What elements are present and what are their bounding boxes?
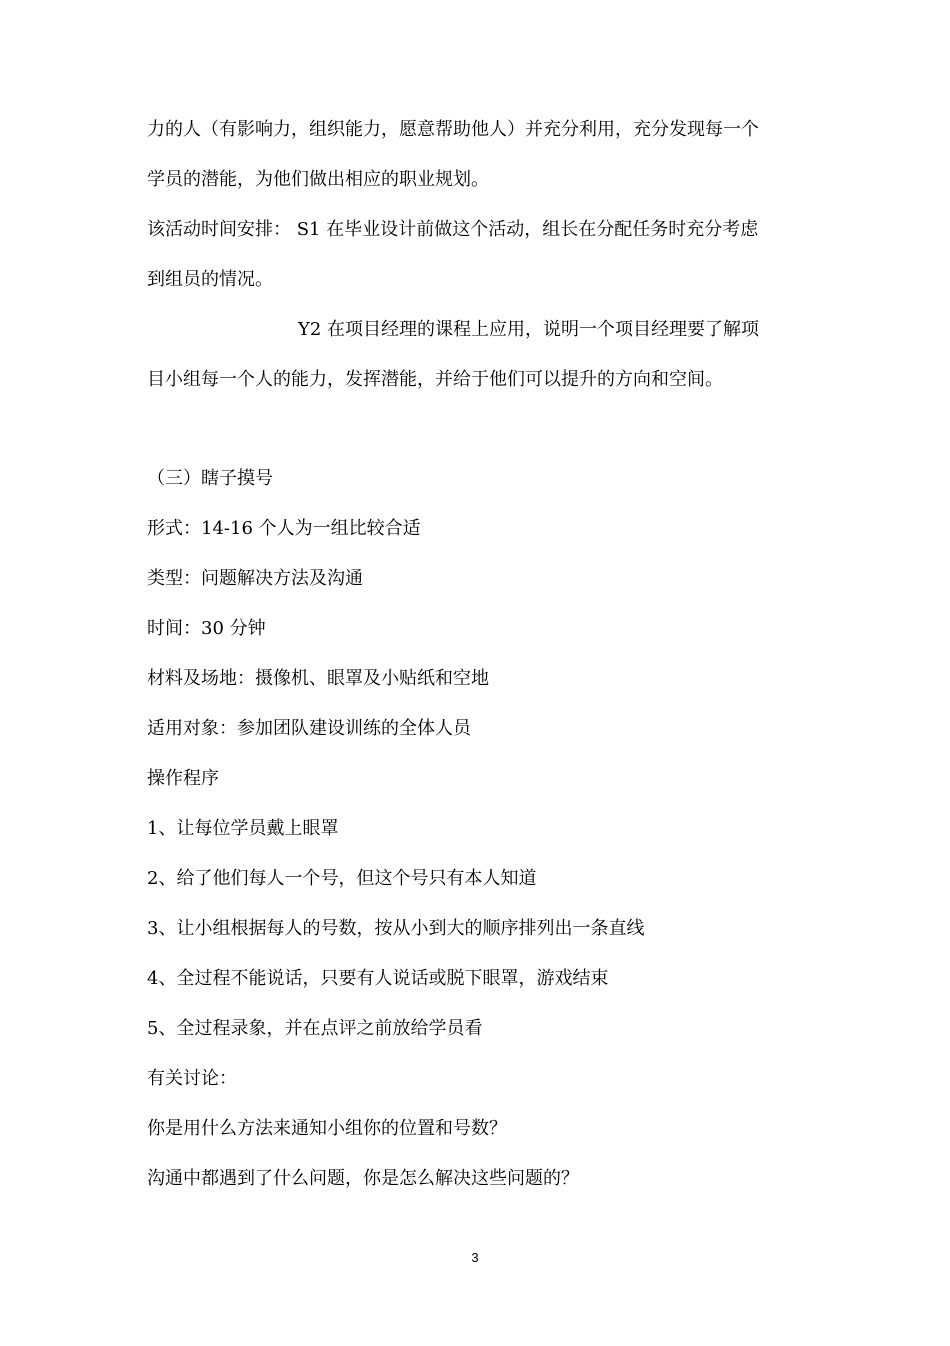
procedure-step: 5、全过程录象，并在点评之前放给学员看	[147, 1018, 483, 1039]
discussion-heading: 有关讨论：	[147, 1068, 237, 1089]
section-heading: （三）瞎子摸号	[147, 468, 273, 489]
procedure-step: 2、给了他们每人一个号，但这个号只有本人知道	[147, 868, 537, 889]
procedure-step: 4、全过程不能说话，只要有人说话或脱下眼罩，游戏结束	[147, 968, 609, 989]
paragraph-line: 力的人（有影响力，组织能力，愿意帮助他人）并充分利用，充分发现每一个	[147, 119, 759, 140]
procedure-step: 3、让小组根据每人的号数，按从小到大的顺序排列出一条直线	[147, 918, 645, 939]
page-number: 3	[471, 1250, 479, 1265]
procedure-heading: 操作程序	[147, 768, 219, 789]
schedule-line: 该活动时间安排： S1 在毕业设计前做这个活动，组长在分配任务时充分考虑	[147, 219, 759, 240]
type-line: 类型：问题解决方法及沟通	[147, 568, 363, 589]
paragraph-line: 学员的潜能，为他们做出相应的职业规划。	[147, 169, 489, 190]
discussion-question: 你是用什么方法来通知小组你的位置和号数？	[147, 1118, 507, 1139]
format-line: 形式：14-16 个人为一组比较合适	[147, 518, 421, 539]
materials-line: 材料及场地：摄像机、眼罩及小贴纸和空地	[147, 668, 489, 689]
schedule-line-indented: Y2 在项目经理的课程上应用，说明一个项目经理要了解项	[298, 319, 760, 340]
discussion-question: 沟通中都遇到了什么问题，你是怎么解决这些问题的？	[147, 1168, 579, 1189]
paragraph-line: 目小组每一个人的能力，发挥潜能，并给于他们可以提升的方向和空间。	[147, 369, 723, 390]
paragraph-line: 到组员的情况。	[147, 269, 273, 290]
procedure-step: 1、让每位学员戴上眼罩	[147, 818, 339, 839]
audience-line: 适用对象：参加团队建设训练的全体人员	[147, 718, 471, 739]
time-line: 时间：30 分钟	[147, 618, 266, 639]
